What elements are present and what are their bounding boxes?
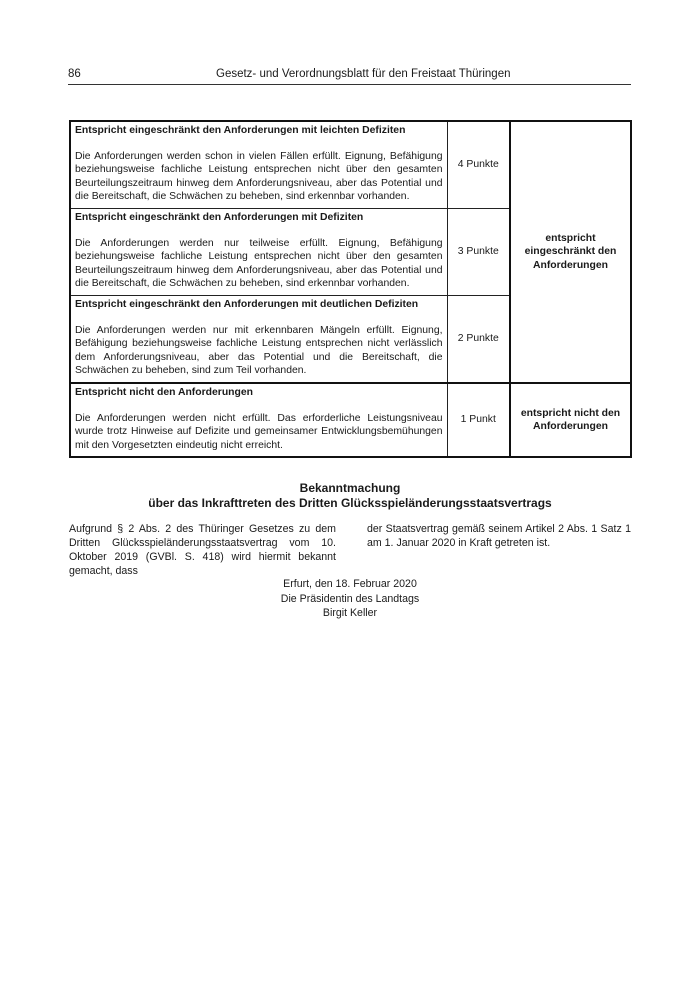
grade-heading: Entspricht eingeschränkt den Anforderungen mit Defiziten xyxy=(75,211,364,223)
header-rule xyxy=(68,84,631,85)
grade-heading: Entspricht eingeschränkt den Anforderungen mit leichten Defiziten xyxy=(75,125,406,136)
announcement-title-line1: Bekanntmachung xyxy=(299,481,401,495)
announcement-right-column: der Staatsvertrag gemäß seinem Artikel 2 Abs. 1 Satz 1 am 1. Januar 2020 in Kraft getreten ist. xyxy=(367,523,631,549)
table-row xyxy=(70,121,631,208)
points-cell: 2 Punkte xyxy=(447,295,510,382)
signatory-name: Birgit Keller xyxy=(322,607,378,619)
table-row xyxy=(70,383,631,457)
announcement-title xyxy=(69,481,631,511)
announcement-left-column: Aufgrund § 2 Abs. 2 des Thüringer Gesetzes zu dem Dritten Glücksspieländerungsstaatsvertrag vom 10. Oktober 2019 (GVBl. S. 418) wird hiermit bekannt gemacht, dass xyxy=(69,523,336,577)
points-cell: 3 Punkte xyxy=(447,208,510,295)
signatory-role: Die Präsidentin des Landtags xyxy=(280,592,420,605)
grade-description-cell xyxy=(70,295,447,382)
grade-heading: Entspricht eingeschränkt den Anforderungen mit deutlichen Defiziten xyxy=(75,298,419,310)
announcement-title-line2: über das Inkrafttreten des Dritten Glücksspieländerungsstaatsvertrags xyxy=(148,496,552,510)
page-number: 86 xyxy=(68,68,81,80)
grading-table xyxy=(69,120,632,458)
points-cell: 4 Punkte xyxy=(447,121,510,208)
place-date: Erfurt, den 18. Februar 2020 xyxy=(283,578,417,590)
grade-description-cell xyxy=(70,383,447,457)
verdict-restricted xyxy=(510,121,631,383)
points-cell: 1 Punkt xyxy=(447,383,510,457)
verdict-not xyxy=(510,383,631,457)
grade-description-cell xyxy=(70,121,447,208)
signature-block xyxy=(69,577,631,621)
grade-text: Die Anforderungen werden nicht erfüllt. Das erforderliche Leistungsniveau wurde trotz Hinweise auf Defizite und gemeinsamer Entwicklungsbemühungen mit den Vorgesetzten eindeutig nicht erreicht. xyxy=(75,412,443,451)
grade-heading: Entspricht nicht den Anforderungen xyxy=(75,386,253,398)
verdict-not-label: entspricht nicht den Anforderungen xyxy=(520,407,621,433)
verdict-restricted-label: entspricht eingeschränkt den Anforderungen xyxy=(524,232,617,271)
grade-text: Die Anforderungen werden schon in vielen Fällen erfüllt. Eignung, Befähigung beziehungsweise fachliche Leistung entsprechen nicht über den gesamten Beurteilungszeitraum hinweg dem Anforderungsniveau, aber das Potential und die Bereitschaft, die Schwächen zu beheben, sind erkennbar vorhanden. xyxy=(75,150,443,203)
grade-text: Die Anforderungen werden nur teilweise erfüllt. Eignung, Befähigung beziehungsweise fachliche Leistung entsprechen nicht über den gesamten Beurteilungszeitraum hinweg dem Anforderungsniveau, aber das Potential und die Bereitschaft, die Schwächen zu beheben, sind erkennbar vorhanden. xyxy=(75,237,443,290)
grade-text: Die Anforderungen werden nur mit erkennbaren Mängeln erfüllt. Eignung, Befähigung beziehungsweise fachliche Leistung entsprechen nicht verlässlich dem Anforderungsniveau, aber das Potential und die Bereitschaft, die Schwächen zu beheben, sind zum Teil vorhanden. xyxy=(75,324,443,377)
grade-description-cell xyxy=(70,208,447,295)
gazette-title: Gesetz- und Verordnungsblatt für den Freistaat Thüringen xyxy=(216,68,511,80)
page-header xyxy=(68,66,631,82)
